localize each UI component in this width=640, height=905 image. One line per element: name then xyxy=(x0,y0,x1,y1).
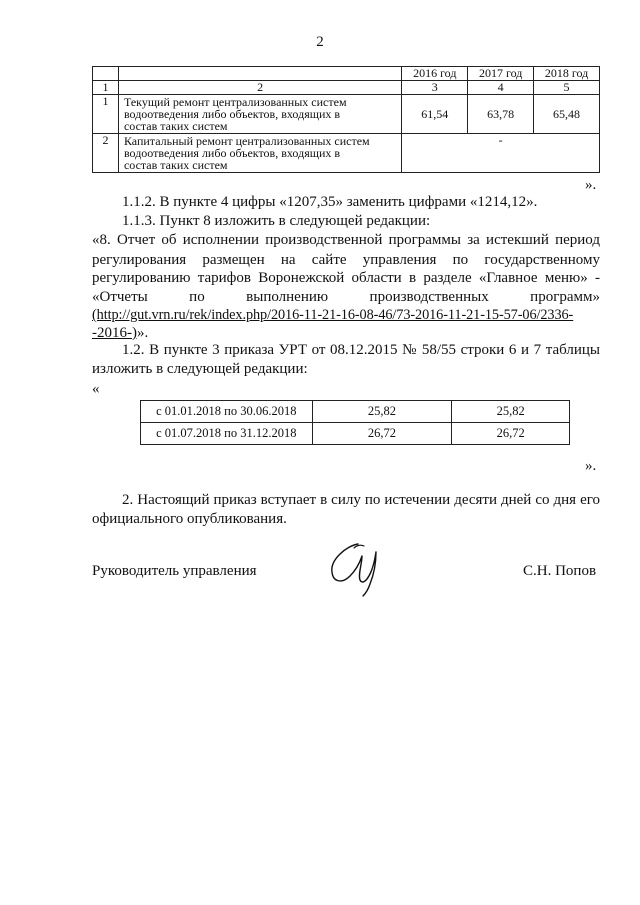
signature-drawing xyxy=(318,538,388,598)
paragraph-2-cont: официального опубликования. xyxy=(92,511,287,527)
table-index-row xyxy=(93,81,600,95)
column-index: 1 xyxy=(93,81,119,95)
paragraph-1-1-3: 1.1.3. Пункт 8 изложить в следующей редакции: xyxy=(122,213,431,229)
table-row xyxy=(141,401,570,423)
paragraph-2: 2. Настоящий приказ вступает в силу по истечении десяти дней со дня его xyxy=(122,492,600,508)
row-number: 2 xyxy=(93,134,119,173)
repair-costs-table xyxy=(92,66,600,173)
closing-quote: ». xyxy=(585,458,597,474)
quote-line: «Отчеты по выполнению производственных программ» xyxy=(92,289,600,305)
table-row xyxy=(141,423,570,445)
year-header: 2017 год xyxy=(468,67,534,81)
year-header: 2016 год xyxy=(402,67,468,81)
period-cell: с 01.07.2018 по 31.12.2018 xyxy=(141,423,313,445)
paragraph-1-2: 1.2. В пункте 3 приказа УРТ от 08.12.2015 № 58/55 строки 6 и 7 таблицы xyxy=(122,342,600,358)
tariff-table xyxy=(140,400,570,445)
signatory-title: Руководитель управления xyxy=(92,563,257,579)
table-row xyxy=(93,95,600,134)
value-cell: 26,72 xyxy=(452,423,570,445)
value-cell: 65,48 xyxy=(534,95,600,134)
opening-quote: « xyxy=(92,381,100,397)
quote-line: «8. Отчет об исполнении производственной программы за истекший период xyxy=(92,232,600,248)
row-description: Текущий ремонт централизованных систем водоотведения либо объектов, входящих в состав таких систем xyxy=(118,95,401,134)
handwritten-signature xyxy=(318,538,388,598)
page-number: 2 xyxy=(316,34,324,50)
row-number: 1 xyxy=(93,95,119,134)
signatory-name: С.Н. Попов xyxy=(523,563,597,579)
period-cell: с 01.01.2018 по 30.06.2018 xyxy=(141,401,313,423)
value-cell: 61,54 xyxy=(402,95,468,134)
quote-line: регулирования размещен на сайте управления по государственному xyxy=(92,252,600,268)
quote-line: регулированию тарифов Воронежской области в разделе «Главное меню» - xyxy=(92,270,600,286)
merged-dash-cell: - xyxy=(402,134,600,173)
value-cell: 25,82 xyxy=(312,401,452,423)
row-description: Капитальный ремонт централизованных систем водоотведения либо объектов, входящих в состав таких систем xyxy=(118,134,401,173)
year-header: 2018 год xyxy=(534,67,600,81)
column-index: 2 xyxy=(118,81,401,95)
value-cell: 63,78 xyxy=(468,95,534,134)
column-index: 3 xyxy=(402,81,468,95)
value-cell: 25,82 xyxy=(452,401,570,423)
table-row xyxy=(93,134,600,173)
paragraph-1-2-cont: изложить в следующей редакции: xyxy=(92,361,308,377)
table-header-row xyxy=(93,67,600,81)
report-link[interactable]: (http://gut.vrn.ru/rek/index.php/2016-11-21-16-08-46/73-2016-11-21-15-57-06/2336- xyxy=(92,307,574,323)
column-index: 5 xyxy=(534,81,600,95)
column-index: 4 xyxy=(468,81,534,95)
value-cell: 26,72 xyxy=(312,423,452,445)
closing-quote: ». xyxy=(585,177,597,193)
paragraph-1-1-2: 1.1.2. В пункте 4 цифры «1207,35» заменить цифрами «1214,12». xyxy=(122,194,538,210)
report-link-continued: -2016-)». xyxy=(92,325,149,341)
